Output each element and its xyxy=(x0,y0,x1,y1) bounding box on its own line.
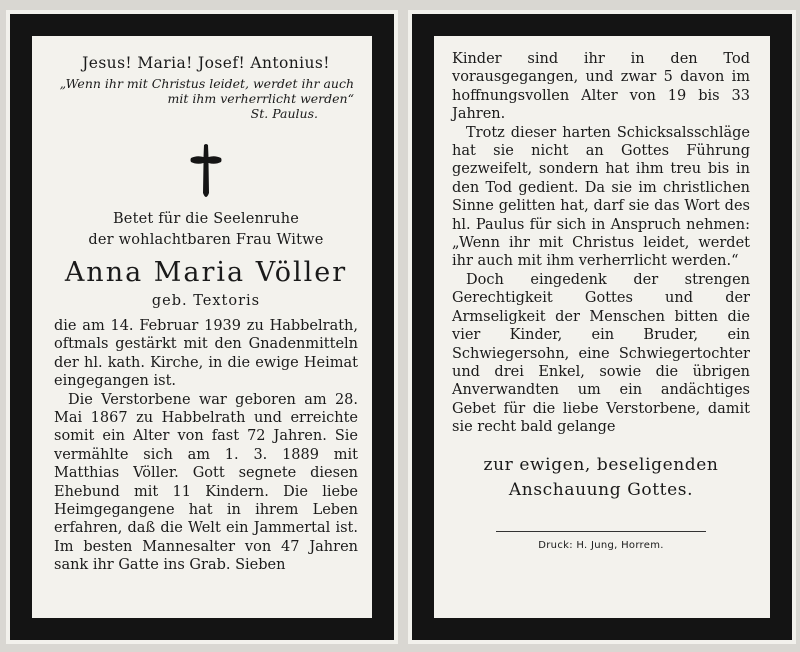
cross-container xyxy=(54,143,358,203)
scripture-quote: „Wenn ihr mit Christus leidet, werdet ihr auch mit ihm verherrlicht werden“ xyxy=(59,76,354,106)
invocation: Jesus! Maria! Josef! Antonius! xyxy=(82,54,330,72)
prayer-line-2: der wohlachtbaren Frau Witwe xyxy=(88,232,324,248)
request-paragraph: Doch eingedenk der strengen Gerechtigkeit Gottes und der Armseligkeit der Menschen bitten die vier Kinder, ein Bruder, ein Schwiegersohn, eine Schwiegertochter und drei Enkel, sowie die übrigen Anverwandten um ein andächtiges Gebet für die liebe Verstorbene, damit sie recht bald gelange xyxy=(452,271,750,436)
printer-credit: Druck: H. Jung, Horrem. xyxy=(538,539,664,551)
left-card-border xyxy=(10,14,394,640)
latin-cross-icon xyxy=(189,143,223,201)
right-card-border xyxy=(412,14,792,640)
deceased-name: Anna Maria Völler xyxy=(64,257,348,288)
right-card xyxy=(408,10,796,644)
death-paragraph: die am 14. Februar 1939 zu Habbelrath, oftmals gestärkt mit den Gnadenmitteln der hl. kath. Kirche, in die ewige Heimat eingegangen ist. xyxy=(54,318,358,390)
left-card-content xyxy=(32,36,372,618)
right-card-content xyxy=(434,36,770,618)
left-card xyxy=(6,10,398,644)
quote-source: St. Paulus. xyxy=(250,106,318,121)
prayer-line-1: Betet für die Seelenruhe xyxy=(112,211,300,227)
closing-line-1: zur ewigen, beseligenden xyxy=(483,454,719,475)
closing-line-2: Anschauung Gottes. xyxy=(508,479,694,500)
biography-paragraph: Die Verstorbene war geboren am 28. Mai 1867 zu Habbelrath und erreichte somit ein Alter von fast 72 Jahren. Sie vermählte sich am 1. 3. 1889 mit Matthias Völler. Gott segnete diesen Ehebund mit 11 Kindern. Die liebe Heimgegangene hat in ihrem Leben erfahren, daß die Welt ein Jammertal ist. Im besten Mannesalter von 47 Jahren sank ihr Gatte ins Grab. Sieben xyxy=(54,391,358,574)
divider xyxy=(496,531,706,532)
maiden-name: geb. Textoris xyxy=(151,293,261,309)
children-paragraph: Kinder sind ihr in den Tod vorausgegangen, und zwar 5 davon im hoffnungsvollen Alter von 19 bis 33 Jahren. xyxy=(452,51,750,123)
faith-paragraph: Trotz dieser harten Schicksalsschläge hat sie nicht an Gottes Führung gezweifelt, sondern hat ihm treu bis in den Tod gedient. Da sie im christlichen Sinne gelitten hat, darf sie das Wort des hl. Paulus für sich in Anspruch nehmen: „Wenn ihr mit Christus leidet, werdet ihr auch mit ihm verherrlicht werden.“ xyxy=(452,124,750,270)
